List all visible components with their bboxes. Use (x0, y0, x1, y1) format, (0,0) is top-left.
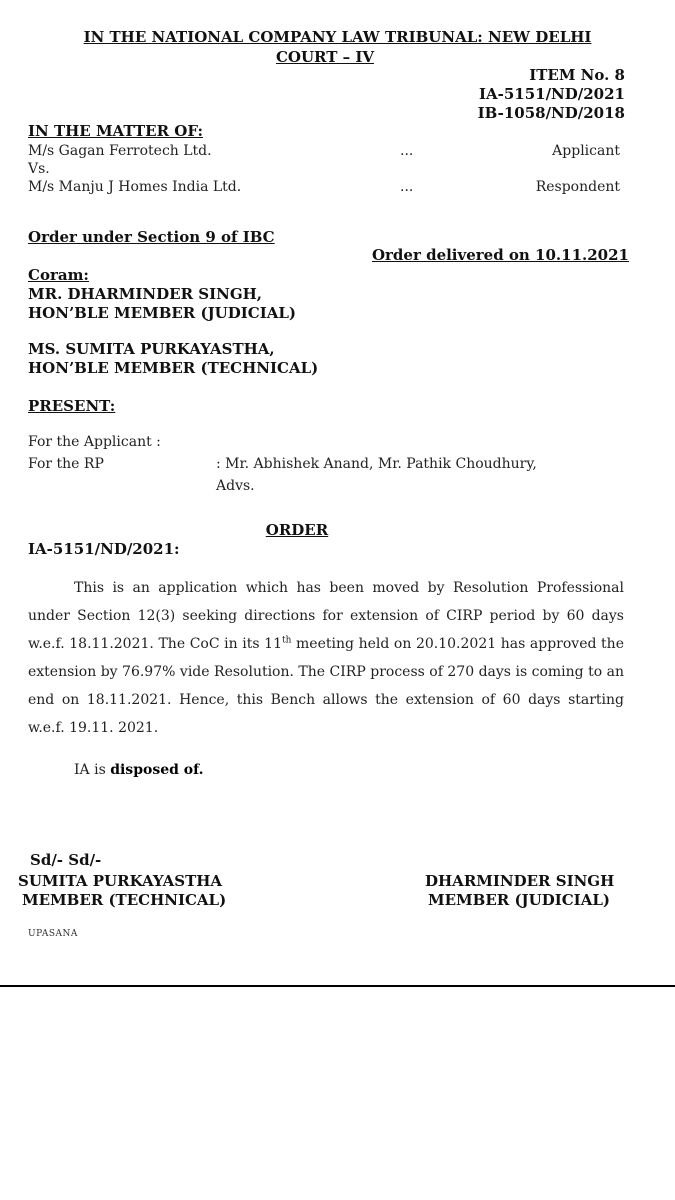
respondent-name: M/s Manju J Homes India Ltd. (28, 179, 242, 195)
applicant-name: M/s Gagan Ferrotech Ltd. (28, 143, 212, 159)
left-signatory-title: MEMBER (TECHNICAL) (22, 891, 227, 909)
signature-marks: Sd/- Sd/- (30, 851, 102, 869)
member1-name: MR. DHARMINDER SINGH, (28, 285, 263, 303)
order-paragraph-superscript: th (282, 635, 292, 646)
item-number: ITEM No. 8 (529, 66, 625, 84)
order-paragraph (28, 574, 624, 742)
disposed-prefix: IA is (74, 762, 111, 778)
order-paragraph-part1: This is an application which has been moved by Resolution Professional under Section 12(3) seeking directions for extension of CIRP period by 60 days w.e.f. 18.11.2021. The CoC in its 11 (28, 580, 624, 652)
order-ia-reference: IA-5151/ND/2021: (28, 540, 180, 558)
present-heading: PRESENT: (28, 397, 116, 415)
page-end-divider (0, 985, 675, 987)
disposed-status: disposed of. (110, 762, 204, 778)
ia-number: IA-5151/ND/2021 (478, 85, 625, 103)
left-signatory-name: SUMITA PURKAYASTHA (18, 872, 223, 890)
typist-initials: UPASANA (28, 929, 78, 939)
order-section: Order under Section 9 of IBC (28, 228, 275, 246)
versus-label: Vs. (28, 161, 50, 177)
present-rp-counsel-suffix: Advs. (216, 478, 255, 494)
matter-heading: IN THE MATTER OF: (28, 122, 203, 140)
respondent-role: Respondent (535, 179, 620, 195)
order-paragraph-part2: meeting held on 20.10.2021 has approved the extension by 76.97% vide Resolution. The CIRP process of 270 days is coming to an end on 18.11.2021. Hence, this Bench allows the extension of 60 days starting w.e.f. 19.11. 2021. (28, 636, 624, 736)
tribunal-title: IN THE NATIONAL COMPANY LAW TRIBUNAL: NEW DELHI (83, 28, 592, 46)
present-rp-label: For the RP (28, 456, 104, 472)
member2-name: MS. SUMITA PURKAYASTHA, (28, 340, 275, 358)
applicant-role: Applicant (552, 143, 620, 159)
coram-heading: Coram: (28, 266, 89, 284)
member2-title: HON’BLE MEMBER (TECHNICAL) (28, 359, 319, 377)
present-applicant-label: For the Applicant : (28, 434, 161, 450)
respondent-dots: ... (400, 179, 414, 195)
applicant-dots: ... (400, 143, 414, 159)
order-heading: ORDER (265, 521, 329, 539)
present-rp-counsel: : Mr. Abhishek Anand, Mr. Pathik Choudhury, (216, 456, 537, 472)
right-signatory-title: MEMBER (JUDICIAL) (428, 891, 610, 909)
court-number: COURT – IV (275, 48, 375, 66)
ib-number: IB-1058/ND/2018 (477, 104, 625, 122)
disposed-line (74, 762, 204, 778)
member1-title: HON’BLE MEMBER (JUDICIAL) (28, 304, 297, 322)
order-delivered-date: Order delivered on 10.11.2021 (371, 246, 629, 264)
right-signatory-name: DHARMINDER SINGH (425, 872, 615, 890)
